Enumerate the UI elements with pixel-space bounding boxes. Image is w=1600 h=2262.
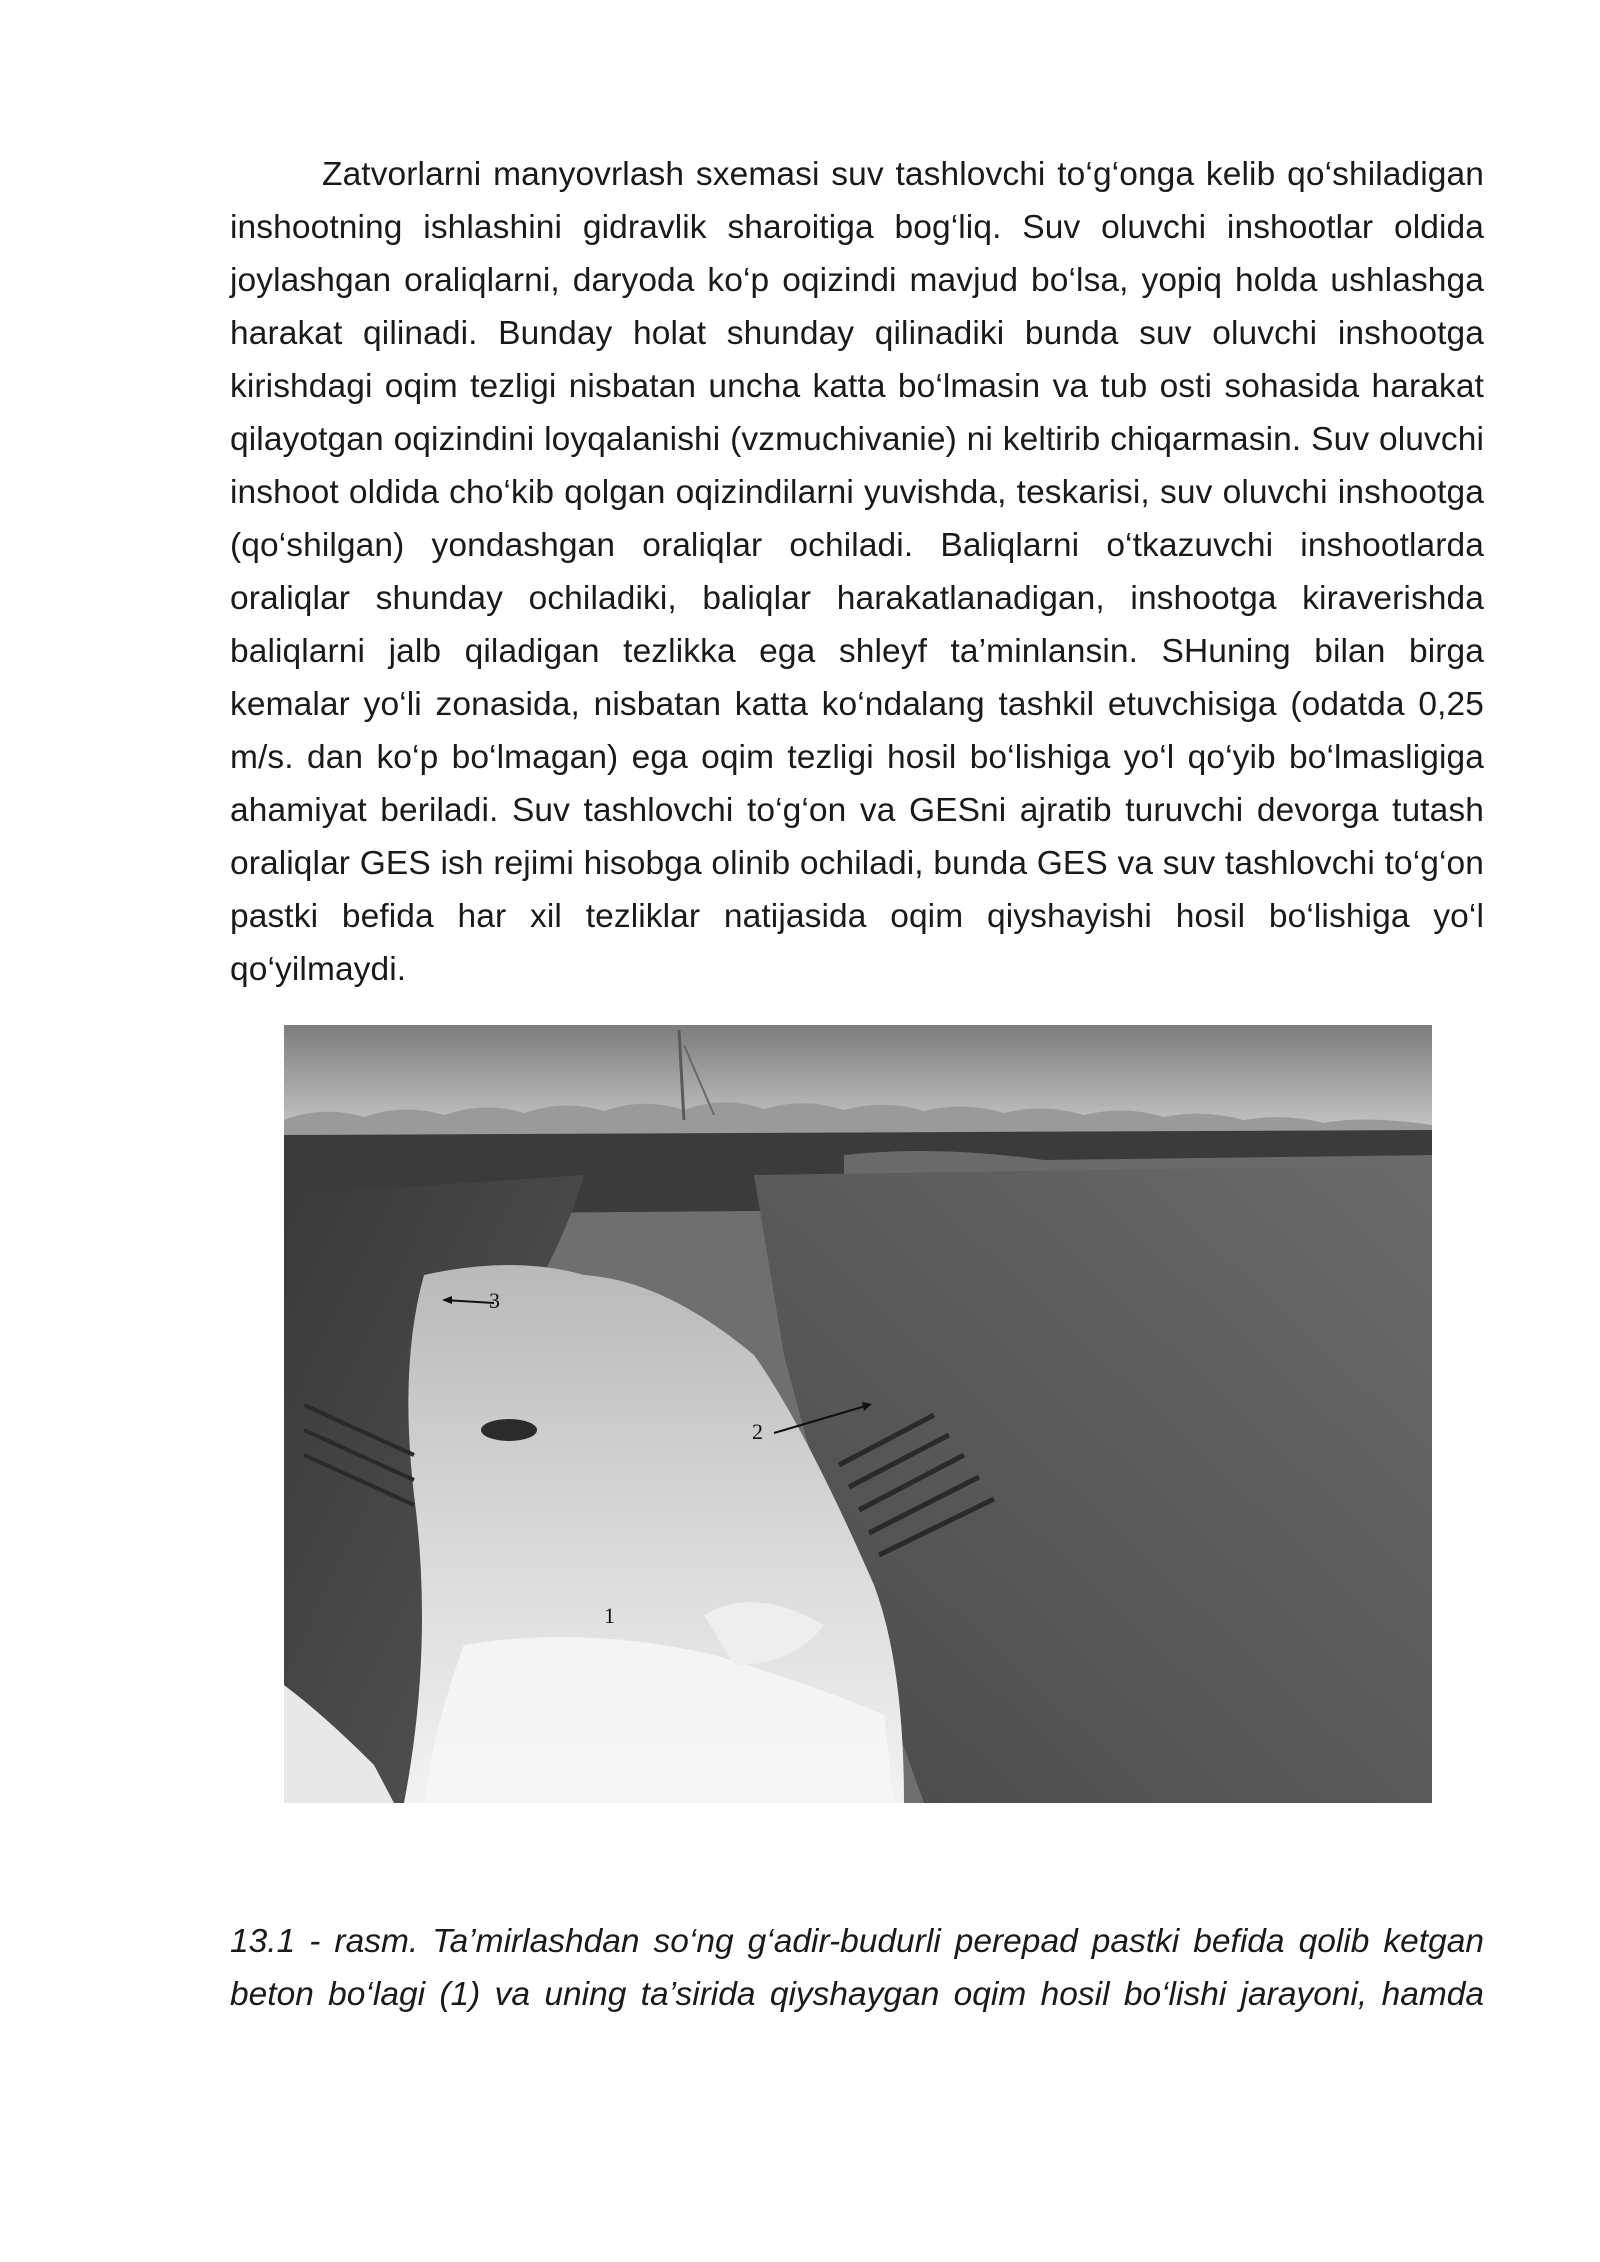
caption-line-2: beton bo‘lagi (1) va uning ta’sirida qiyshaygan oqim hosil bo‘lishi jarayoni, hamda	[230, 1976, 1484, 2013]
channel-photo	[284, 1025, 1432, 1803]
figure-label-2: 2	[752, 1419, 763, 1444]
photo-figure	[284, 1025, 1432, 1803]
figure-label-1: 1	[604, 1603, 615, 1628]
concrete-block	[481, 1419, 537, 1441]
caption-line-1: 13.1 - rasm. Ta’mirlashdan so‘ng g‘adir-budurli perepad pastki befida qolib ketgan	[230, 1923, 1484, 1960]
body-paragraph: Zatvorlarni manyovrlash sxemasi suv tashlovchi to‘g‘onga kelib qo‘shiladigan inshootning ishlashini gidravlik sharoitiga bog‘liq. Suv oluvchi inshootlar oldida joylashgan oraliqlarni, daryoda ko‘p oqizindi mavjud bo‘lsa, yopiq holda ushlashga harakat qilinadi. Bunday holat shunday qilinadiki bunda suv oluvchi inshootga kirishdagi oqim tezligi nisbatan uncha katta bo‘lmasin va tub osti sohasida harakat qilayotgan oqizindini loyqalanishi (vzmuchivanie) ni keltirib chiqarmasin. Suv oluvchi inshoot oldida cho‘kib qolgan oqizindilarni yuvishda, teskarisi, suv oluvchi inshootga (qo‘shilgan) yondashgan oraliqlar ochiladi. Baliqlarni o‘tkazuvchi inshootlarda oraliqlar shunday ochiladiki, baliqlar harakatlanadigan, inshootga kiraverishda baliqlarni jalb qiladigan tezlikka ega shleyf ta’minlansin. SHuning bilan birga kemalar yo‘li zonasida, nisbatan katta ko‘ndalang tashkil etuvchisiga (odatda 0,25 m/s. dan ko‘p bo‘lmagan) ega oqim tezligi hosil bo‘lishiga yo‘l qo‘yib bo‘lmasligiga ahamiyat beriladi. Suv tashlovchi to‘g‘on va GESni ajratib turuvchi devorga tutash oraliqlar GES ish rejimi hisobga olinib ochiladi, bunda GES va suv tashlovchi to‘g‘on pastki befida har xil tezliklar natijasida oqim qiyshayishi hosil bo‘lishiga yo‘l qo‘yilmaydi.	[230, 156, 1484, 988]
figure-label-3: 3	[489, 1288, 500, 1313]
figure-caption	[230, 1915, 1484, 2021]
